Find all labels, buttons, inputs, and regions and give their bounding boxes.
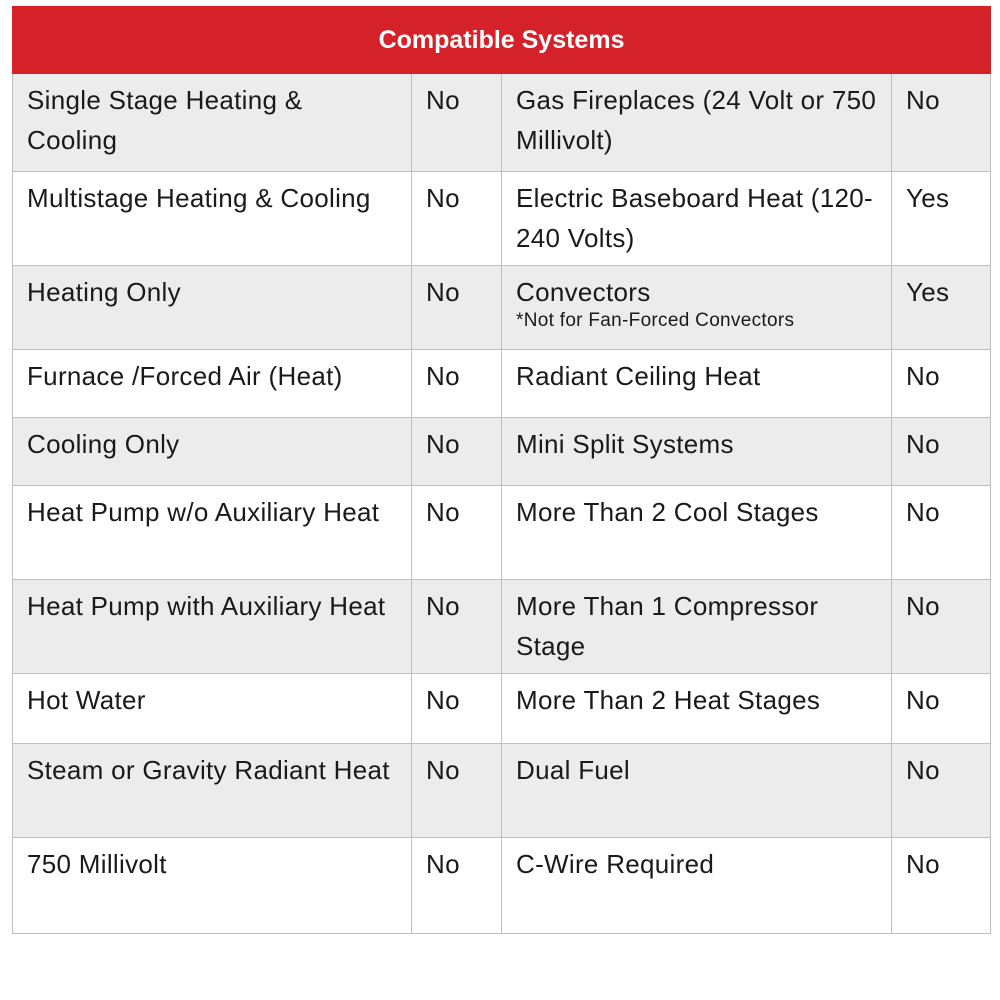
table-row <box>13 744 991 838</box>
left-system-label: Multistage Heating & Cooling <box>13 172 412 266</box>
left-compatibility-value: No <box>412 172 502 266</box>
right-compatibility-value: No <box>892 486 991 580</box>
left-compatibility-value: No <box>412 486 502 580</box>
right-system-label: More Than 1 Compressor Stage <box>502 580 892 674</box>
table-row <box>13 486 991 580</box>
left-system-label: Steam or Gravity Radiant Heat <box>13 744 412 838</box>
table-row <box>13 580 991 674</box>
right-compatibility-value: No <box>892 838 991 934</box>
left-system-label: Heat Pump with Auxiliary Heat <box>13 580 412 674</box>
right-system-label: Radiant Ceiling Heat <box>502 350 892 418</box>
right-compatibility-value: No <box>892 418 991 486</box>
left-system-label: Heating Only <box>13 266 412 350</box>
right-system-note: *Not for Fan-Forced Convectors <box>516 310 795 331</box>
right-system-label: Gas Fireplaces (24 Volt or 750 Millivolt) <box>502 74 892 172</box>
left-compatibility-value: No <box>412 418 502 486</box>
compatible-systems-table <box>12 6 991 934</box>
left-compatibility-value: No <box>412 580 502 674</box>
left-compatibility-value: No <box>412 266 502 350</box>
left-system-label: Heat Pump w/o Auxiliary Heat <box>13 486 412 580</box>
left-compatibility-value: No <box>412 838 502 934</box>
right-system-label: C-Wire Required <box>502 838 892 934</box>
right-system-label: Electric Baseboard Heat (120-240 Volts) <box>502 172 892 266</box>
left-compatibility-value: No <box>412 350 502 418</box>
right-compatibility-value: No <box>892 674 991 744</box>
right-system-cell <box>502 266 892 350</box>
left-system-label: Single Stage Heating & Cooling <box>13 74 412 172</box>
table-row <box>13 674 991 744</box>
table-row <box>13 172 991 266</box>
table-row <box>13 418 991 486</box>
right-system-label: More Than 2 Cool Stages <box>502 486 892 580</box>
right-compatibility-value: No <box>892 580 991 674</box>
left-compatibility-value: No <box>412 674 502 744</box>
right-system-label: Dual Fuel <box>502 744 892 838</box>
table-row <box>13 74 991 172</box>
right-system-label: Mini Split Systems <box>502 418 892 486</box>
table-row <box>13 350 991 418</box>
right-system-label: Convectors <box>516 277 651 307</box>
right-compatibility-value: Yes <box>892 266 991 350</box>
left-compatibility-value: No <box>412 74 502 172</box>
left-system-label: Hot Water <box>13 674 412 744</box>
right-compatibility-value: No <box>892 74 991 172</box>
table-title: Compatible Systems <box>13 7 991 74</box>
left-system-label: Furnace /Forced Air (Heat) <box>13 350 412 418</box>
right-compatibility-value: No <box>892 350 991 418</box>
table-row <box>13 838 991 934</box>
right-compatibility-value: Yes <box>892 172 991 266</box>
right-compatibility-value: No <box>892 744 991 838</box>
left-system-label: 750 Millivolt <box>13 838 412 934</box>
compatible-systems-table-wrapper <box>12 6 990 934</box>
right-system-label: More Than 2 Heat Stages <box>502 674 892 744</box>
left-system-label: Cooling Only <box>13 418 412 486</box>
left-compatibility-value: No <box>412 744 502 838</box>
table-header-row <box>13 7 991 74</box>
table-row <box>13 266 991 350</box>
